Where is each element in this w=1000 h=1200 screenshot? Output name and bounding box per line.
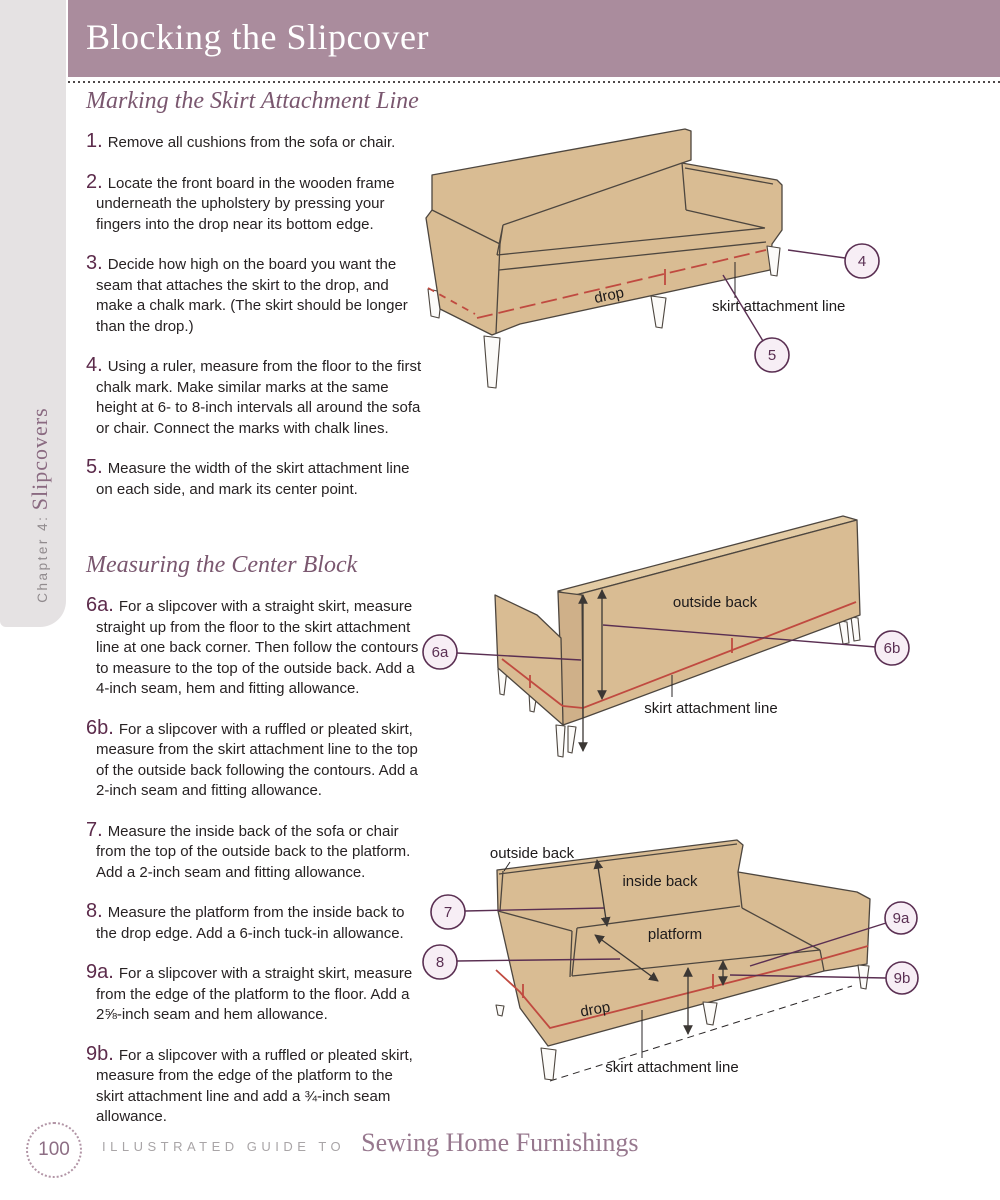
sofa-no-cushions-diagram <box>420 818 1000 1118</box>
sofa-leg <box>496 1005 504 1016</box>
step-number: 7. <box>86 818 103 841</box>
svg-text:8: 8 <box>435 954 445 971</box>
svg-text:5: 5 <box>767 347 777 364</box>
step-number: 5. <box>86 456 103 478</box>
step-text: Decide how high on the board you want the seam that attaches the skirt to the drop, and make a chalk mark. (The skirt should be longer than the drop.) <box>96 256 408 335</box>
sofa-leg <box>703 1002 717 1025</box>
label-skirt-attachment-line: skirt attachment line <box>644 700 778 717</box>
step-text: Measure the inside back of the sofa or chair from the top of the outside back to the platform. Add a 2-inch seam and fitting allowance. <box>96 822 411 881</box>
section-heading-measuring: Measuring the Center Block <box>86 552 358 578</box>
label-inside-back: inside back <box>622 873 698 890</box>
sofa-leg <box>767 246 780 276</box>
step-9b <box>86 1042 424 1128</box>
step-text: Using a ruler, measure from the floor to the first chalk mark. Make similar marks at the same height at 6- to 8-inch intervals all around the sofa or chair. Connect the marks with chalk lines. <box>96 358 422 437</box>
svg-text:9b: 9b <box>893 970 911 987</box>
sofa-leg <box>568 726 576 753</box>
footer <box>102 1128 639 1158</box>
book-title: Sewing Home Furnishings <box>361 1128 639 1157</box>
step-number: 4. <box>86 354 103 376</box>
label-platform: platform <box>647 926 703 943</box>
label-skirt-attachment-line: skirt attachment line <box>605 1059 739 1076</box>
step-9a <box>86 961 424 1026</box>
chapter-tab-label <box>27 407 53 602</box>
label-drop: drop <box>578 998 612 1021</box>
sofa-leg <box>484 336 500 388</box>
page-number-badge <box>26 1122 82 1178</box>
step-2 <box>86 170 424 236</box>
label-outside-back: outside back <box>489 845 575 862</box>
instructions-column <box>86 88 424 1148</box>
svg-text:6b: 6b <box>883 640 901 657</box>
callout-5 <box>723 275 789 372</box>
step-text: For a slipcover with a straight skirt, measure straight up from the floor to the skirt attachment line at one back corner. Then follow the contours to measure to the top of the outside back. Add a 4-inch seam, hem and fitting allowance. <box>96 598 419 697</box>
sofa-back-body <box>495 516 860 757</box>
step-7 <box>86 818 424 884</box>
svg-text:9a: 9a <box>892 910 910 927</box>
sofa-leg <box>839 621 849 644</box>
sofa-leg <box>541 1048 556 1080</box>
callout-4 <box>788 244 879 278</box>
sofa-leg <box>651 296 666 328</box>
step-number: 6b. <box>86 716 114 739</box>
sofa-leg <box>556 725 565 757</box>
dotted-rule <box>68 81 1000 83</box>
step-3 <box>86 252 424 337</box>
sofa-back-diagram <box>420 495 1000 795</box>
chapter-number: Chapter 4: <box>35 514 50 603</box>
step-5 <box>86 456 424 500</box>
step-text: Measure the platform from the inside back to the drop edge. Add a 6-inch tuck-in allowance. <box>96 904 405 942</box>
sofa-leg <box>851 617 860 641</box>
step-number: 2. <box>86 170 103 193</box>
step-text: Measure the width of the skirt attachment line on each side, and mark its center point. <box>96 460 410 498</box>
step-number: 1. <box>86 130 103 152</box>
step-number: 9a. <box>86 961 114 983</box>
step-text: Remove all cushions from the sofa or chair. <box>107 134 396 151</box>
svg-text:4: 4 <box>857 253 867 270</box>
step-number: 3. <box>86 252 103 274</box>
step-8 <box>86 900 424 944</box>
page-number: 100 <box>38 1139 70 1160</box>
step-text: Locate the front board in the wooden frame underneath the upholstery by pressing your fingers into the drop near its bottom edge. <box>96 174 395 233</box>
sofa-front-body <box>426 129 782 388</box>
chapter-name: Slipcovers <box>27 407 52 511</box>
step-number: 6a. <box>86 594 114 616</box>
step-text: For a slipcover with a straight skirt, measure from the edge of the platform to the floor. Add a 2⅝-inch seam and hem allowance. <box>96 965 413 1023</box>
step-6a <box>86 594 424 700</box>
step-text: For a slipcover with a ruffled or pleated skirt, measure from the edge of the platform to the skirt attachment line and add a ¾-inch seam allowance. <box>96 1046 413 1125</box>
step-1 <box>86 130 424 154</box>
section-heading-marking: Marking the Skirt Attachment Line <box>86 88 419 114</box>
left-arm-side <box>495 595 563 725</box>
step-number: 9b. <box>86 1042 114 1065</box>
header-band <box>68 0 1000 77</box>
svg-text:6a: 6a <box>431 644 449 661</box>
step-4 <box>86 354 424 439</box>
label-skirt-attachment-line: skirt attachment line <box>712 298 846 315</box>
chapter-tab <box>0 0 66 627</box>
page-title: Blocking the Slipcover <box>86 17 429 57</box>
label-drop: drop <box>592 284 626 308</box>
step-number: 8. <box>86 900 103 922</box>
series-title: ILLUSTRATED GUIDE TO <box>102 1139 346 1154</box>
label-outside-back: outside back <box>672 594 758 611</box>
step-6b <box>86 716 424 802</box>
sofa-front-diagram <box>420 122 1000 412</box>
step-text: For a slipcover with a ruffled or pleated skirt, measure from the skirt attachment line to the top of the outside back following the contours. Add a 2-inch seam and fitting allowance. <box>96 720 418 799</box>
svg-text:7: 7 <box>443 904 453 921</box>
